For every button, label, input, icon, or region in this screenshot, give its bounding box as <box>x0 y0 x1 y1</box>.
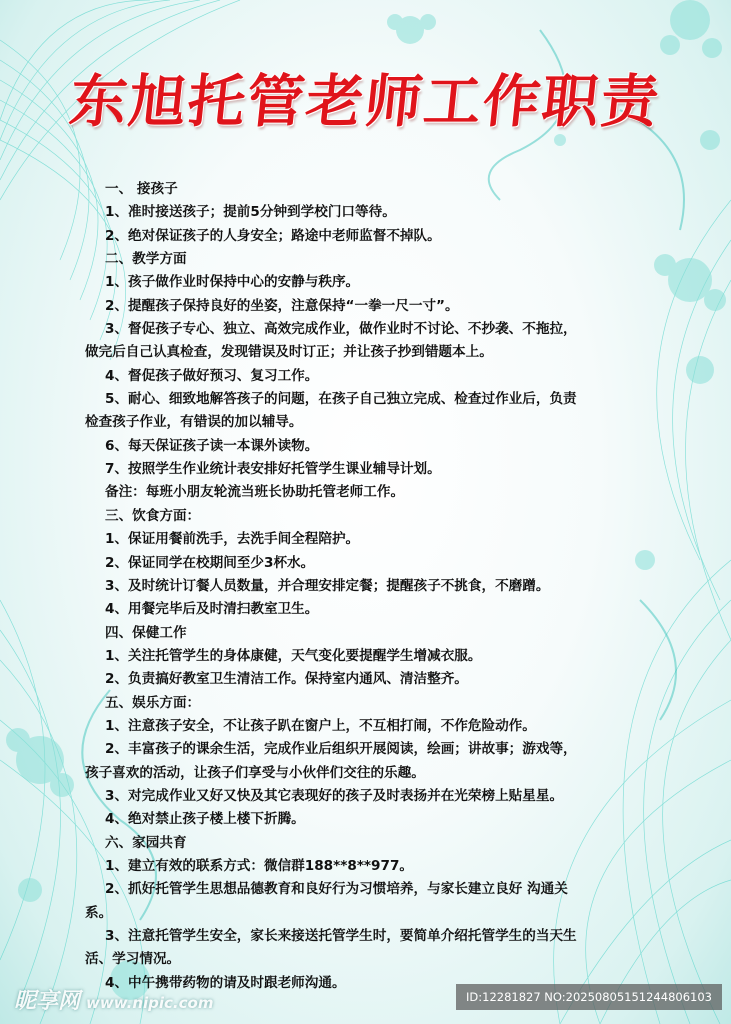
list-item: 4、中午携带药物的请及时跟老师沟通。 <box>105 974 346 991</box>
section-heading: 一、 接孩子 <box>105 181 178 197</box>
list-item: 7、按照学生作业统计表安排好托管学生课业辅导计划。 <box>105 461 441 478</box>
list-item: 3、督促孩子专心、独立、高效完成作业，做作业时不讨论、不抄袭、不拖拉， <box>105 321 577 338</box>
watermark-url: www.nipic.com <box>86 994 214 1012</box>
list-item: 1、关注托管学生的身体康健，天气变化要提醒学生增减衣服。 <box>105 647 482 664</box>
section-heading: 六、家园共育 <box>105 834 187 851</box>
site-watermark-logo <box>14 984 213 1015</box>
list-item: 2、绝对保证孩子的人身安全；路途中老师监督不掉队。 <box>105 227 441 244</box>
list-item: 1、保证用餐前洗手，去洗手间全程陪护。 <box>105 531 360 548</box>
list-item: 4、绝对禁止孩子楼上楼下折腾。 <box>105 811 305 828</box>
section-heading: 五、娱乐方面： <box>105 694 201 711</box>
list-item: 2、提醒孩子保持良好的坐姿，注意保持“一拳一尺一寸”。 <box>105 297 459 314</box>
list-item: 3、及时统计订餐人员数量，并合理安排定餐；提醒孩子不挑食，不磨蹭。 <box>105 577 550 594</box>
list-item: 备注：每班小朋友轮流当班长协助托管老师工作。 <box>105 484 405 501</box>
list-item: 2、丰富孩子的课余生活，完成作业后组织开展阅读，绘画；讲故事；游戏等， <box>105 741 577 758</box>
poster-title: 东旭托管老师工作职责 <box>66 68 664 135</box>
section-heading: 四、保健工作 <box>105 624 187 641</box>
section-heading: 二、教学方面 <box>105 251 187 268</box>
list-item: 2、负责搞好教室卫生清洁工作。保持室内通风、清洁整齐。 <box>105 671 468 688</box>
list-item: 1、建立有效的联系方式：微信群188**8**977。 <box>105 857 414 874</box>
list-item: 6、每天保证孩子读一本课外读物。 <box>105 437 319 454</box>
list-item: 4、用餐完毕后及时清扫教室卫生。 <box>105 601 319 618</box>
watermark-logo-text: 昵享网 <box>14 989 81 1014</box>
list-item: 活、学习情况。 <box>85 951 181 968</box>
list-item: 5、耐心、细致地解答孩子的问题，在孩子自己独立完成、检查过作业后，负责 <box>105 391 577 408</box>
list-item: 4、督促孩子做好预习、复习工作。 <box>105 367 319 384</box>
list-item: 孩子喜欢的活动，让孩子们享受与小伙伴们交往的乐趣。 <box>85 764 425 781</box>
list-item: 3、对完成作业又好又快及其它表现好的孩子及时表扬并在光荣榜上贴星星。 <box>105 787 564 804</box>
list-item: 2、抓好托管学生思想品德教育和良好行为习惯培养，与家长建立良好 沟通关 <box>105 881 568 898</box>
section-heading: 三、饮食方面： <box>105 507 201 524</box>
list-item: 3、注意托管学生安全，家长来接送托管学生时，要简单介绍托管学生的当天生 <box>105 928 577 944</box>
list-item: 系。 <box>85 904 113 921</box>
list-item: 2、保证同学在校期间至少3杯水。 <box>105 554 315 571</box>
list-item: 1、注意孩子安全，不让孩子趴在窗户上，不互相打闹，不作危险动作。 <box>105 717 536 734</box>
list-item: 检查孩子作业，有错误的加以辅导。 <box>85 414 303 431</box>
list-item: 做完后自己认真检查，发现错误及时订正；并让孩子抄到错题本上。 <box>85 344 493 361</box>
list-item: 1、准时接送孩子；提前5分钟到学校门口等待。 <box>105 204 396 221</box>
list-item: 1、孩子做作业时保持中心的安静与秩序。 <box>105 274 360 291</box>
duties-list <box>85 178 675 995</box>
image-id-bar: ID:12281827 NO:20250805151244806103 <box>456 984 722 1010</box>
